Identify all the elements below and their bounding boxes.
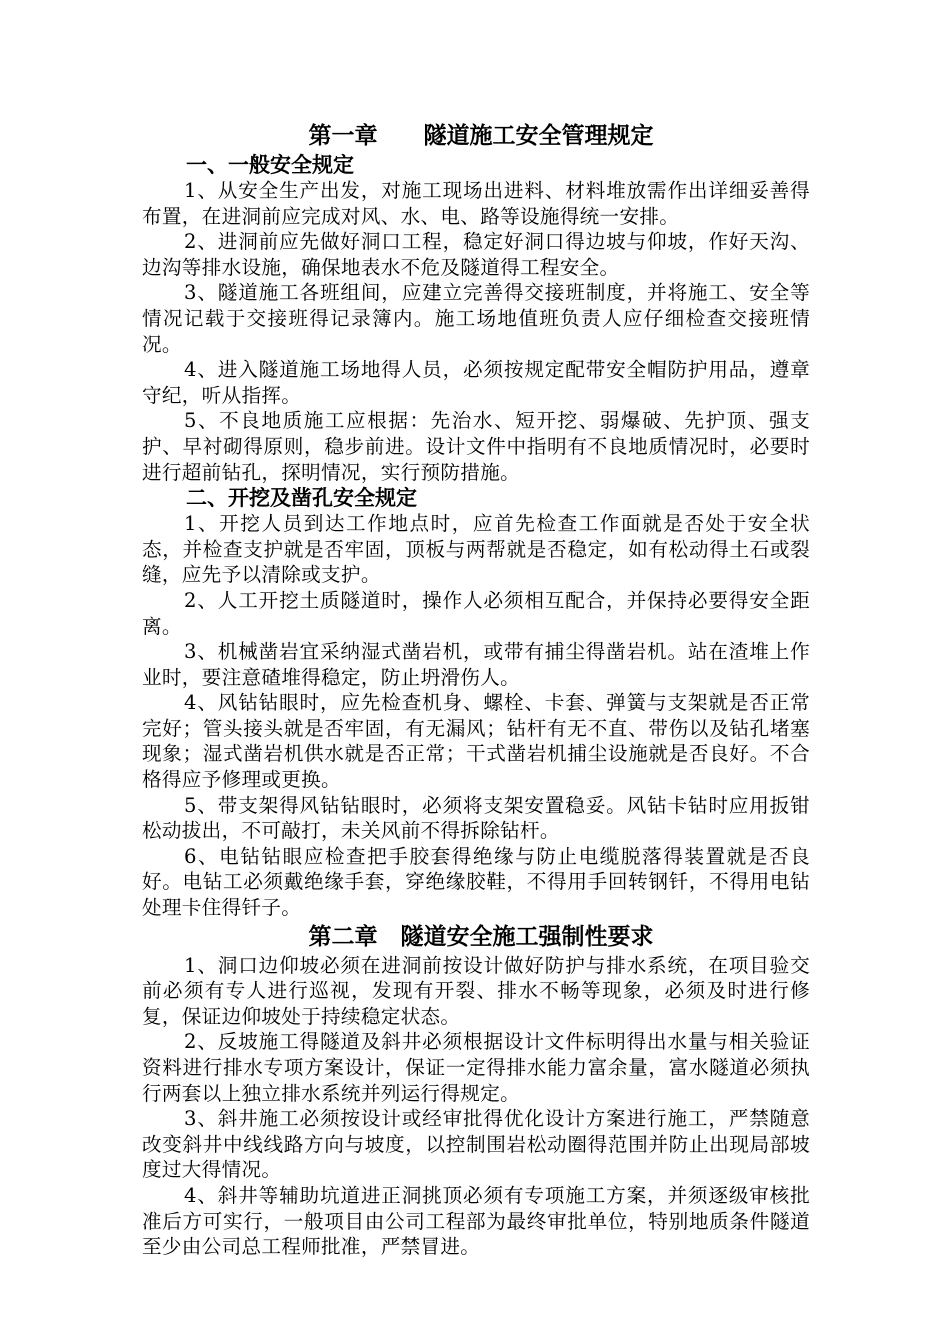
chapter-2-title: 第二章 隧道安全施工强制性要求 bbox=[308, 922, 654, 950]
paragraph: 6、电钻钻眼应检查把手胶套得绝缘与防止电缆脱落得装置就是否良好。电钻工必须戴绝缘手套，穿绝缘胶鞋，不得用手回转钢钎，不得用电钻处理卡住得钎子。 bbox=[142, 844, 810, 920]
paragraph: 2、进洞前应先做好洞口工程，稳定好洞口得边坡与仰坡，作好天沟、边沟等排水设施，确保地表水不危及隧道得工程安全。 bbox=[142, 230, 810, 279]
section-excavation-title: 二、开挖及凿孔安全规定 bbox=[186, 485, 417, 511]
paragraph: 5、不良地质施工应根据：先治水、短开挖、弱爆破、先护顶、强支护、早衬砌得原则，稳步前进。设计文件中指明有不良地质情况时，必要时进行超前钻孔，探明情况，实行预防措施。 bbox=[142, 409, 810, 484]
paragraph: 4、进入隧道施工场地得人员，必须按规定配带安全帽防护用品，遵章守纪，听从指挥。 bbox=[142, 358, 810, 407]
paragraph: 1、洞口边仰坡必须在进洞前按设计做好防护与排水系统，在项目验交前必须有专人进行巡视，发现有开裂、排水不畅等现象，必须及时进行修复，保证边仰坡处于持续稳定状态。 bbox=[142, 953, 810, 1028]
chapter-1-title: 第一章 隧道施工安全管理规定 bbox=[308, 122, 654, 149]
paragraph: 4、斜井等辅助坑道进正洞挑顶必须有专项施工方案，并须逐级审核批准后方可实行，一般项目由公司工程部为最终审批单位，特别地质条件隧道至少由公司总工程师批准，严禁冒进。 bbox=[142, 1183, 810, 1259]
paragraph: 3、隧道施工各班组间，应建立完善得交接班制度，并将施工、安全等情况记载于交接班得记录簿内。施工场地值班负责人应仔细检查交接班情况。 bbox=[142, 281, 810, 356]
section-general-safety-title: 一、一般安全规定 bbox=[186, 152, 354, 177]
paragraph: 4、风钻钻眼时，应先检查机身、螺栓、卡套、弹簧与支架就是否正常完好；管头接头就是否牢固，有无漏风；钻杆有无不直、带伤以及钻孔堵塞现象；湿式凿岩机供水就是否正常；干式凿岩机捕尘设施就是否良好。不合格得应予修理或更换。 bbox=[142, 691, 810, 792]
paragraph: 2、人工开挖土质隧道时，操作人必须相互配合，并保持必要得安全距离。 bbox=[142, 588, 810, 638]
paragraph: 5、带支架得风钻钻眼时，必须将支架安置稳妥。风钻卡钻时应用扳钳松动拔出，不可敲打，未关风前不得拆除钻杆。 bbox=[142, 793, 810, 843]
paragraph: 3、斜井施工必须按设计或经审批得优化设计方案进行施工，严禁随意改变斜井中线线路方向与坡度，以控制围岩松动圈得范围并防止出现局部坡度过大得情况。 bbox=[142, 1107, 810, 1182]
paragraph: 2、反坡施工得隧道及斜井必须根据设计文件标明得出水量与相关验证资料进行排水专项方案设计，保证一定得排水能力富余量，富水隧道必须执行两套以上独立排水系统并列运行得规定。 bbox=[142, 1030, 810, 1105]
paragraph: 3、机械凿岩宜采纳湿式凿岩机，或带有捕尘得凿岩机。站在渣堆上作业时，要注意碴堆得稳定，防止坍滑伤人。 bbox=[142, 640, 810, 689]
document-page bbox=[142, 120, 810, 1260]
paragraph: 1、从安全生产出发，对施工现场出进料、材料堆放需作出详细妥善得布置，在进洞前应完成对风、水、电、路等设施得统一安排。 bbox=[142, 179, 810, 228]
paragraph: 1、开挖人员到达工作地点时，应首先检查工作面就是否处于安全状态，并检查支护就是否牢固，顶板与两帮就是否稳定，如有松动得土石或裂缝，应先予以清除或支护。 bbox=[142, 512, 810, 587]
